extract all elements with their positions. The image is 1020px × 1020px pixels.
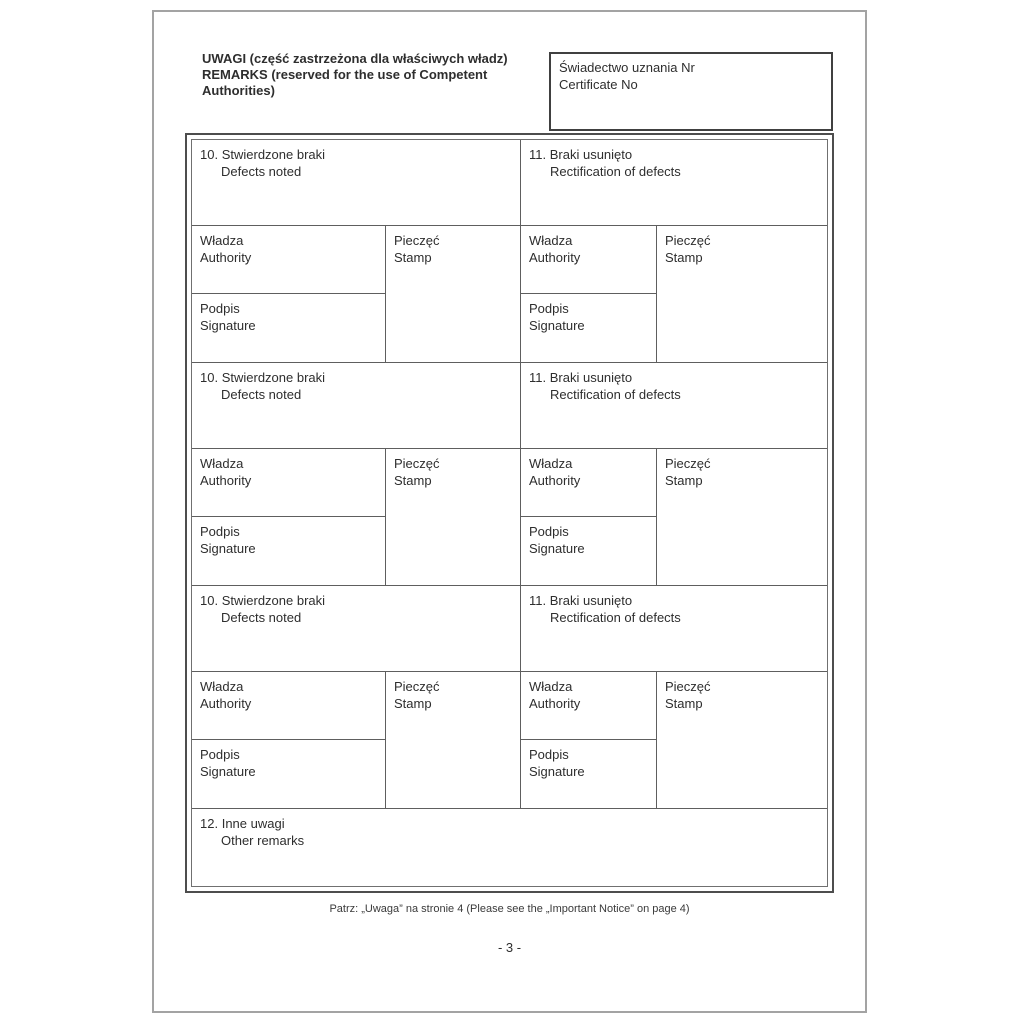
field-label-pl: Braki usunięto xyxy=(549,147,633,162)
rectification-of-defects-cell xyxy=(520,586,827,672)
field-label-en: Signature xyxy=(529,541,585,556)
field-label-en: Signature xyxy=(200,541,256,556)
field-number: 10. xyxy=(200,370,219,385)
field-label-pl: Braki usunięto xyxy=(549,593,633,608)
signature-cell-left xyxy=(192,740,385,808)
signature-cell-right xyxy=(520,294,656,362)
field-label-pl: Władza xyxy=(529,456,573,471)
field-label-pl: Podpis xyxy=(200,301,240,316)
field-label-en: Signature xyxy=(200,318,256,333)
field-label-pl: Władza xyxy=(529,679,573,694)
remarks-block-3 xyxy=(192,586,827,809)
other-remarks-section xyxy=(192,809,827,886)
page-title-en: REMARKS (reserved for the use of Competent Authorities) xyxy=(202,67,488,98)
authority-cell-right xyxy=(520,226,656,294)
field-label-pl: Pieczęć xyxy=(394,456,440,471)
field-label-pl: Pieczęć xyxy=(394,233,440,248)
rectification-of-defects-cell xyxy=(520,363,827,449)
field-number: 11. xyxy=(529,370,547,385)
remarks-table xyxy=(191,139,828,887)
field-label-pl: Władza xyxy=(200,679,244,694)
field-number: 11. xyxy=(529,593,547,608)
remarks-block-1 xyxy=(192,140,827,363)
stamp-cell-right xyxy=(656,226,827,362)
field-label-en: Authority xyxy=(200,696,252,711)
field-label-pl: Władza xyxy=(200,456,244,471)
field-label-en: Rectification of defects xyxy=(550,387,681,402)
field-label-en: Stamp xyxy=(665,473,703,488)
field-label-pl: Podpis xyxy=(200,747,240,762)
field-label-en: Signature xyxy=(200,764,256,779)
field-label-en: Authority xyxy=(529,696,581,711)
field-label-pl: Stwierdzone braki xyxy=(221,147,326,162)
field-number: 12. xyxy=(200,816,219,831)
field-number: 11. xyxy=(529,147,547,162)
field-label-pl: Władza xyxy=(529,233,573,248)
field-label-en: Defects noted xyxy=(221,164,302,179)
field-label-en: Stamp xyxy=(394,250,432,265)
stamp-cell-left xyxy=(385,672,520,808)
field-number: 10. xyxy=(200,593,219,608)
page-title-pl: UWAGI (część zastrzeżona dla właściwych władz) xyxy=(202,51,508,66)
field-label-pl: Stwierdzone braki xyxy=(221,370,326,385)
signature-cell-right xyxy=(520,517,656,585)
field-label-pl: Podpis xyxy=(529,747,569,762)
field-label-en: Stamp xyxy=(394,473,432,488)
field-label-pl: Braki usunięto xyxy=(549,370,633,385)
field-label-en: Stamp xyxy=(394,696,432,711)
signature-cell-right xyxy=(520,740,656,808)
certificate-number-label-pl: Świadectwo uznania Nr xyxy=(559,60,695,75)
defects-noted-cell xyxy=(192,140,520,226)
signature-cell-left xyxy=(192,517,385,585)
stamp-cell-right xyxy=(656,449,827,585)
rectification-of-defects-cell xyxy=(520,140,827,226)
defects-noted-cell xyxy=(192,586,520,672)
field-label-en: Rectification of defects xyxy=(550,610,681,625)
certificate-number-box xyxy=(549,52,833,131)
field-label-en: Authority xyxy=(200,473,252,488)
field-label-pl: Władza xyxy=(200,233,244,248)
field-label-pl: Stwierdzone braki xyxy=(221,593,326,608)
field-label-en: Authority xyxy=(529,250,581,265)
authority-cell-left xyxy=(192,449,385,517)
field-label-pl: Pieczęć xyxy=(394,679,440,694)
field-label-en: Stamp xyxy=(665,696,703,711)
stamp-cell-right xyxy=(656,672,827,808)
field-label-en: Signature xyxy=(529,318,585,333)
authority-cell-right xyxy=(520,672,656,740)
other-remarks-cell xyxy=(192,809,312,886)
field-label-en: Rectification of defects xyxy=(550,164,681,179)
field-label-en: Authority xyxy=(529,473,581,488)
field-label-pl: Podpis xyxy=(200,524,240,539)
signature-cell-left xyxy=(192,294,385,362)
defects-noted-cell xyxy=(192,363,520,449)
field-label-pl: Podpis xyxy=(529,524,569,539)
field-label-pl: Pieczęć xyxy=(665,233,711,248)
field-label-en: Defects noted xyxy=(221,387,302,402)
remarks-block-2 xyxy=(192,363,827,586)
field-label-pl: Podpis xyxy=(529,301,569,316)
remarks-form xyxy=(185,133,834,893)
field-label-en: Authority xyxy=(200,250,252,265)
field-label-pl: Pieczęć xyxy=(665,679,711,694)
field-label-pl: Pieczęć xyxy=(665,456,711,471)
field-label-en: Other remarks xyxy=(221,833,305,848)
field-label-en: Signature xyxy=(529,764,585,779)
field-label-pl: Inne uwagi xyxy=(221,816,285,831)
page-number: - 3 - xyxy=(497,940,522,955)
stamp-cell-left xyxy=(385,226,520,362)
authority-cell-right xyxy=(520,449,656,517)
field-label-en: Defects noted xyxy=(221,610,302,625)
certificate-number-label-en: Certificate No xyxy=(559,77,638,92)
stamp-cell-left xyxy=(385,449,520,585)
footer-note: Patrz: „Uwaga” na stronie 4 (Please see the „Important Notice” on page 4) xyxy=(329,903,690,915)
authority-cell-left xyxy=(192,672,385,740)
field-number: 10. xyxy=(200,147,219,162)
field-label-en: Stamp xyxy=(665,250,703,265)
authority-cell-left xyxy=(192,226,385,294)
page-title xyxy=(202,51,542,99)
